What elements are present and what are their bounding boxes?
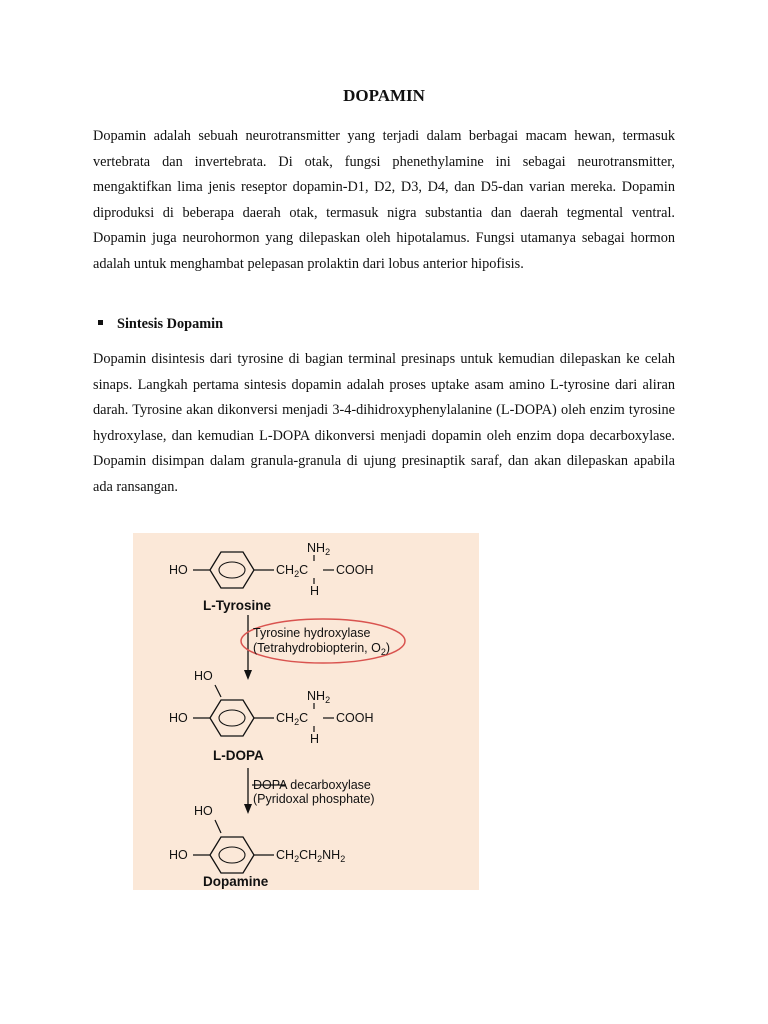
dopamine-structure (169, 804, 345, 889)
section-heading-label: Sintesis Dopamin (117, 316, 224, 332)
dopamine-ho-label: HO (169, 848, 188, 862)
tyrosine-h-label: H (310, 584, 320, 598)
enzyme1-name: Tyrosine hydroxylase (253, 626, 371, 640)
synthesis-diagram (133, 533, 479, 890)
section-heading (98, 316, 223, 333)
dopamine-chain-label: $CH_2CH_2NH_2$ (276, 848, 346, 864)
dopamine-ho-top-label: HO (194, 804, 213, 818)
ldopa-cooh-label: COOH (336, 711, 374, 725)
page-title: DOPAMIN (343, 86, 425, 105)
tyrosine-benzene-ring-icon (210, 552, 254, 588)
ldopa-benzene-ring-icon (210, 700, 254, 736)
ldopa-ch2-label: $CH_2C$ (276, 711, 309, 727)
ldopa-h-label: H (310, 732, 320, 746)
ldopa-name: L-DOPA (213, 748, 264, 763)
intro-paragraph: Dopamin adalah sebuah neurotransmitter yang terjadi dalam berbagai macam hewan, termasuk vertebrata dan invertebrata. Di otak, fungsi phenethylamine ini sebagai neurotransmitter, mengaktifkan lima jenis reseptor dopamin-D1, D2, D3, D4, dan D5-dan varian mereka. Dopamin diproduksi di beberapa daerah otak, termasuk nigra substantia dan daerah tegmental ventral. Dopamin juga neurohormon yang dilepaskan oleh hipotalamus. Fungsi utamanya sebagai hormon adalah untuk menghambat pelepasan prolaktin dari lobus anterior hipofisis. (93, 128, 675, 272)
synthesis-figure (93, 519, 503, 907)
synthesis-paragraph: Dopamin disintesis dari tyrosine di bagian terminal presinaps untuk kemudian dilepaskan ke celah sinaps. Langkah pertama sintesis dopamin adalah proses uptake asam amino L-tyrosine dari aliran darah. Tyrosine akan dikonversi menjadi 3-4-dihidroxyphenylalanine (L-DOPA) oleh enzim tyrosine hydroxylase, dan kemudian L-DOPA dikonversi menjadi dopamin oleh enzim dopa decarboxylase. Dopamin disimpan dalam granula-granula di ujung presinaptik saraf, dan akan dilepaskan apabila ada ransangan. (93, 351, 675, 495)
ldopa-ho-top-label: HO (194, 669, 213, 683)
bullet-square-icon (98, 320, 103, 325)
ldopa-bond-ho-top (215, 685, 221, 697)
enzyme2-cofactor: (Pyridoxal phosphate) (253, 792, 375, 806)
ldopa-aromatic-circle-icon (219, 710, 245, 726)
down-arrow-icon (244, 670, 252, 680)
dopamine-aromatic-circle-icon (219, 847, 245, 863)
tyrosine-ho-label: HO (169, 563, 188, 577)
down-arrow-icon (244, 804, 252, 814)
ldopa-ho-label: HO (169, 711, 188, 725)
tyrosine-nh2-label: $NH_2$ (307, 541, 331, 557)
enzyme2-name: DOPA decarboxylase (253, 778, 371, 792)
figure-panel (133, 533, 479, 890)
ldopa-nh2-label: $NH_2$ (307, 689, 331, 705)
tyrosine-cooh-label: COOH (336, 563, 374, 577)
dopamine-name: Dopamine (203, 874, 269, 889)
dopamine-benzene-ring-icon (210, 837, 254, 873)
tyrosine-ch2-label: $CH_2C$ (276, 563, 309, 579)
enzyme1-cofactor: (Tetrahydrobiopterin, $O_2$) (253, 641, 391, 657)
tyrosine-structure (169, 541, 374, 613)
tyrosine-name: L-Tyrosine (203, 598, 272, 613)
ldopa-structure (169, 669, 374, 763)
tyrosine-aromatic-circle-icon (219, 562, 245, 578)
dopamine-bond-ho-top (215, 820, 221, 833)
